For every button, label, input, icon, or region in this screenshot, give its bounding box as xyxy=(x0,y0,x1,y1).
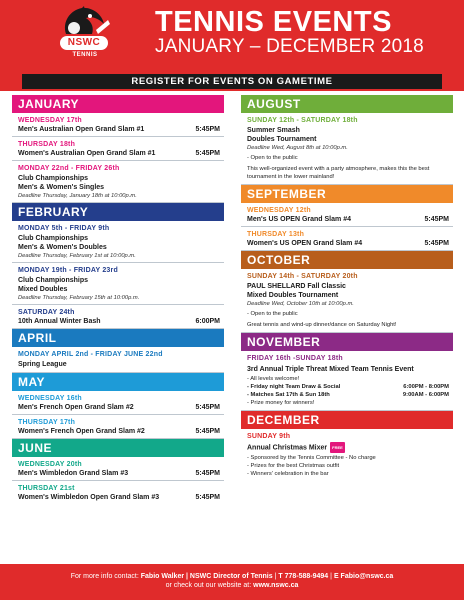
register-link[interactable]: REGISTER FOR EVENTS ON GAMETIME xyxy=(22,74,442,89)
footer-website-line xyxy=(0,582,464,589)
month-september: SEPTEMBER xyxy=(241,185,453,203)
event-date: MONDAY APRIL 2nd - FRIDAY JUNE 22nd xyxy=(18,351,163,358)
event-date: SUNDAY 14th - SATURDAY 20th xyxy=(247,273,358,280)
event-title: Men's French Open Grand Slam #2 xyxy=(18,404,134,411)
event-date: WEDNESDAY 12th xyxy=(247,207,311,214)
month-january: JANUARY xyxy=(12,95,224,113)
event-date: FRIDAY 16th -SUNDAY 18th xyxy=(247,355,343,362)
event-item xyxy=(12,415,224,439)
event-date: THURSDAY 13th xyxy=(247,231,305,238)
header xyxy=(0,0,464,72)
event-title: Men's Wimbledon Grand Slam #3 xyxy=(18,470,129,477)
page-subtitle: JANUARY – DECEMBER 2018 xyxy=(155,36,424,57)
event-time: 5:45PM xyxy=(195,404,220,411)
event-date: MONDAY 22nd - FRIDAY 26th xyxy=(18,165,120,172)
event-time: 5:45PM xyxy=(195,470,220,477)
event-date: THURSDAY 17th xyxy=(18,419,76,426)
event-item xyxy=(12,481,224,504)
event-title: Club Championships xyxy=(18,175,88,182)
event-description: This well-organized event with a party atmosphere, makes this the best tournament in the lower mainland! xyxy=(247,166,430,180)
event-time: 5:45PM xyxy=(195,150,220,157)
page-title: TENNIS EVENTS xyxy=(155,6,392,38)
event-time: 5:45PM xyxy=(195,494,220,501)
month-august: AUGUST xyxy=(241,95,453,113)
event-title: Spring League xyxy=(18,361,67,368)
event-item xyxy=(12,137,224,161)
event-item xyxy=(241,269,453,333)
month-april: APRIL xyxy=(12,329,224,347)
footer-separator: | xyxy=(274,573,277,580)
event-title: Club Championships xyxy=(18,277,88,284)
event-subtitle: Mixed Doubles Tournament xyxy=(247,292,339,299)
footer-contact-line xyxy=(0,573,464,580)
right-column xyxy=(241,95,453,481)
event-date: MONDAY 19th - FRIDAY 23rd xyxy=(18,267,118,274)
event-time: 6:00PM xyxy=(195,318,220,325)
month-june: JUNE xyxy=(12,439,224,457)
event-note: - Winners' celebration in the bar xyxy=(247,471,329,477)
event-item xyxy=(12,263,224,305)
event-item xyxy=(241,203,453,227)
event-title: Women's Wimbledon Open Grand Slam #3 xyxy=(18,494,160,501)
event-title: PAUL SHELLARD Fall Classic xyxy=(247,283,346,290)
event-note: - Open to the public xyxy=(247,311,298,317)
event-title: Women's French Open Grand Slam #2 xyxy=(18,428,145,435)
schedule-row xyxy=(247,383,449,391)
event-time: 5:45PM xyxy=(424,240,449,247)
footer-website-prefix: or check out our website at: xyxy=(165,582,252,589)
event-title: Annual Christmas Mixer xyxy=(247,444,328,452)
event-item xyxy=(12,347,224,373)
event-deadline: Deadline Thursday, February 1st at 10:00p.m. xyxy=(18,253,136,259)
event-title: 3rd Annual Triple Threat Mixed Team Tennis Event xyxy=(247,366,414,373)
event-date: SUNDAY 9th xyxy=(247,433,291,440)
event-item xyxy=(12,305,224,329)
event-note: - Prizes for the best Christmas outfit xyxy=(247,463,340,469)
footer-contact-name: Fabio Walker | NSWC Director of Tennis xyxy=(140,573,273,580)
event-title: Club Championships xyxy=(18,235,88,242)
event-item xyxy=(241,351,453,411)
event-item xyxy=(12,457,224,481)
event-item xyxy=(12,221,224,263)
event-date: WEDNESDAY 20th xyxy=(18,461,82,468)
event-date: THURSDAY 21st xyxy=(18,485,75,492)
event-item xyxy=(12,391,224,415)
event-subtitle: Mixed Doubles xyxy=(18,286,68,293)
event-title: Women's US OPEN Grand Slam #4 xyxy=(247,240,363,247)
footer-website-link[interactable]: www.nswc.ca xyxy=(253,582,299,589)
event-subtitle: Doubles Tournament xyxy=(247,136,317,143)
event-item xyxy=(241,227,453,251)
event-title: Women's Australian Open Grand Slam #1 xyxy=(18,150,156,157)
event-date: WEDNESDAY 16th xyxy=(18,395,82,402)
event-deadline: Deadline Wed, October 10th at 10:00p.m. xyxy=(247,301,354,307)
event-note: - Sponsored by the Tennis Committee - No charge xyxy=(247,455,376,461)
register-banner xyxy=(0,72,464,91)
event-deadline: Deadline Thursday, January 18th at 10:00p.m. xyxy=(18,193,137,199)
footer xyxy=(0,564,464,600)
schedule-time: 9:00AM - 6:00PM xyxy=(402,392,449,398)
footer-email-link[interactable]: E Fabio@nswc.ca xyxy=(333,573,394,580)
event-title: Men's Australian Open Grand Slam #1 xyxy=(18,126,145,133)
event-deadline: Deadline Thursday, February 15th at 10:00p.m. xyxy=(18,295,140,301)
event-description: Great tennis and wind-up dinner/dance on Saturday Night! xyxy=(247,322,397,328)
event-time: 5:45PM xyxy=(195,428,220,435)
schedule-label: - Matches Sat 17th & Sun 18th xyxy=(247,392,330,398)
schedule-row xyxy=(247,391,449,399)
event-item xyxy=(12,113,224,137)
event-subtitle: Men's & Women's Doubles xyxy=(18,244,107,251)
event-title: Summer Smash xyxy=(247,127,300,134)
logo-wordmark: NSWC xyxy=(60,36,108,50)
event-date: MONDAY 5th - FRIDAY 9th xyxy=(18,225,110,232)
logo-subtitle: TENNIS xyxy=(72,52,98,58)
month-february: FEBRUARY xyxy=(12,203,224,221)
footer-phone[interactable]: T 778-588-9494 xyxy=(278,573,329,580)
event-note: - All levels welcome! xyxy=(247,376,300,382)
event-item xyxy=(12,161,224,203)
schedule-label: - Friday night Team Draw & Social xyxy=(247,384,341,390)
event-item xyxy=(241,113,453,185)
event-item xyxy=(241,429,453,481)
month-december: DECEMBER xyxy=(241,411,453,429)
event-deadline: Deadline Wed, August 8th at 10:00p.m. xyxy=(247,145,348,151)
event-title: 10th Annual Winter Bash xyxy=(18,318,101,325)
month-november: NOVEMBER xyxy=(241,333,453,351)
event-date: SATURDAY 24th xyxy=(18,309,75,316)
event-note: - Open to the public xyxy=(247,155,298,161)
schedule-time: 6:00PM - 8:00PM xyxy=(403,384,449,390)
event-date: THURSDAY 18th xyxy=(18,141,76,148)
month-may: MAY xyxy=(12,373,224,391)
free-badge: FREE xyxy=(330,442,345,453)
left-column xyxy=(12,95,224,504)
footer-prefix: For more info contact: xyxy=(70,573,139,580)
event-subtitle: Men's & Women's Singles xyxy=(18,184,105,191)
event-time: 5:45PM xyxy=(424,216,449,223)
event-time: 5:45PM xyxy=(195,126,220,133)
month-october: OCTOBER xyxy=(241,251,453,269)
footer-separator: | xyxy=(330,573,332,580)
event-date: SUNDAY 12th - SATURDAY 18th xyxy=(247,117,358,124)
event-title: Men's US OPEN Grand Slam #4 xyxy=(247,216,351,223)
event-note: - Prize money for winners! xyxy=(247,400,315,406)
event-date: WEDNESDAY 17th xyxy=(18,117,82,124)
